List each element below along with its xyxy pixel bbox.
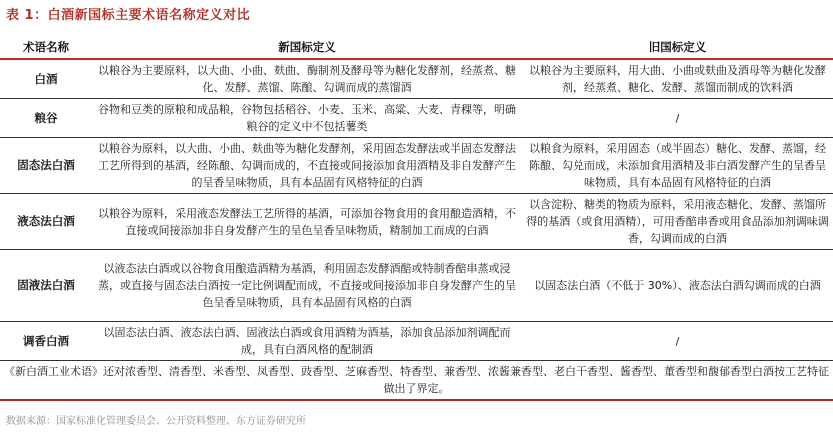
table-row	[0, 194, 833, 250]
old-definition-cell: /	[522, 322, 833, 361]
header-term: 术语名称	[0, 36, 92, 59]
old-definition-cell: 以固态法白酒（不低于 30%）、液态法白酒勾调而成的白酒	[522, 250, 833, 322]
note-row	[0, 361, 833, 401]
term-cell: 固液法白酒	[0, 250, 92, 322]
definition-comparison-table	[0, 36, 833, 401]
table-title: 表 1：白酒新国标主要术语名称定义对比	[6, 8, 251, 23]
old-definition-cell: /	[522, 99, 833, 138]
term-cell: 固态法白酒	[0, 138, 92, 194]
term-cell: 粮谷	[0, 99, 92, 138]
new-definition-cell: 以粮谷为原料，以大曲、小曲、麸曲等为糖化发酵剂，采用固态发酵法或半固态发酵法工艺所得到的基酒，经陈酿、勾调而成的，不直接或间接添加食用酒精及非自发酵产生的呈香呈味物质，具有本品固有风格特征的白酒	[92, 138, 522, 194]
table-header-row	[0, 36, 833, 59]
term-cell: 白酒	[0, 59, 92, 99]
header-old-standard: 旧国标定义	[522, 36, 833, 59]
new-definition-cell: 以固态法白酒、液态法白酒、固液法白酒或食用酒精为酒基，添加食品添加剂调配而成，具有白酒风格的配制酒	[92, 322, 522, 361]
new-definition-cell: 以粮谷为原料，采用液态发酵法工艺所得的基酒，可添加谷物食用的食用酿造酒精，不直接或间接添加非自身发酵产生的呈色呈香呈味物质，精制加工而成的白酒	[92, 194, 522, 250]
table-row	[0, 59, 833, 99]
table-footnote: 《新白酒工业术语》还对浓香型、清香型、米香型、凤香型、豉香型、芝麻香型、特香型、兼香型、浓酱兼香型、老白干香型、酱香型、董香型和馥郁香型白酒按工艺特征做出了界定。	[0, 361, 833, 401]
header-new-standard: 新国标定义	[92, 36, 522, 59]
new-definition-cell: 谷物和豆类的原粮和成品粮，谷物包括稻谷、小麦、玉米、高粱、大麦、青稞等，明确粮谷的定义中不包括薯类	[92, 99, 522, 138]
data-source-note: 数据来源：国家标准化管理委员会、公开资料整理、东方证券研究所	[6, 416, 306, 427]
old-definition-cell: 以粮食为原料，采用固态（或半固态）糖化、发酵、蒸馏，经陈酿、勾兑而成，未添加食用酒精及非白酒发酵产生的呈香呈味物质，具有本品固有风格特征的白酒	[522, 138, 833, 194]
table-row	[0, 138, 833, 194]
table-row	[0, 250, 833, 322]
table-row	[0, 99, 833, 138]
old-definition-cell: 以粮谷为主要原料，用大曲、小曲或麸曲及酒母等为糖化发酵剂，经蒸煮、糖化、发酵、蒸馏而制成的饮料酒	[522, 59, 833, 99]
old-definition-cell: 以含淀粉、糖类的物质为原料，采用液态糖化、发酵、蒸馏所得的基酒（或食用酒精），可用香醅串香或用食品添加剂调味调香，勾调而成的白酒	[522, 194, 833, 250]
new-definition-cell: 以液态法白酒或以谷物食用酿造酒精为基酒，利用固态发酵酒醅或特制香醅串蒸或浸蒸，或直接与固态法白酒按一定比例调配而成，不直接或间接添加非自身发酵产生的呈色呈香呈味物质，具有本品固有风格的白酒	[92, 250, 522, 322]
new-definition-cell: 以粮谷为主要原料，以大曲、小曲、麸曲、酶制剂及酵母等为糖化发酵剂，经蒸煮、糖化、发酵、蒸馏、陈酿、勾调而成的蒸馏酒	[92, 59, 522, 99]
table-row	[0, 322, 833, 361]
term-cell: 调香白酒	[0, 322, 92, 361]
term-cell: 液态法白酒	[0, 194, 92, 250]
